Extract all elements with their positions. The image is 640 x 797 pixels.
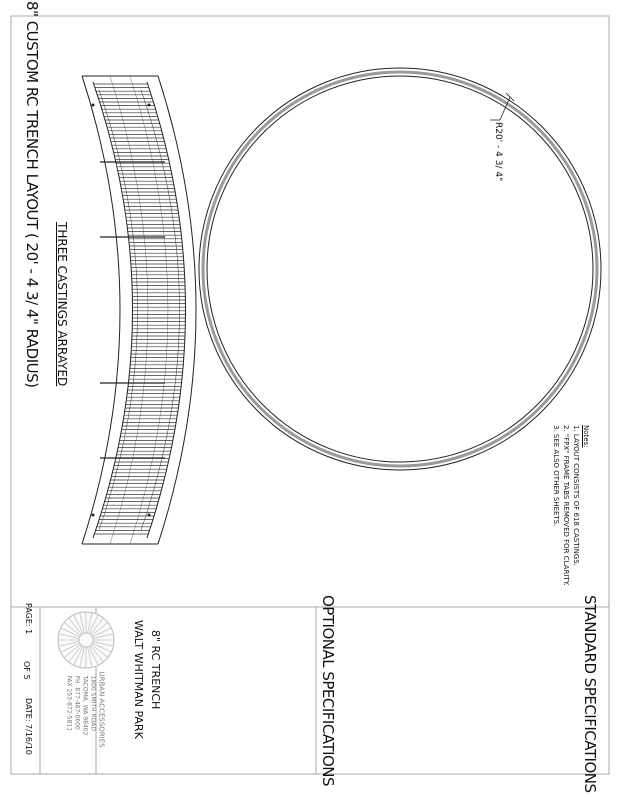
notes-heading: Notes:: [582, 425, 590, 448]
company-seal: [58, 612, 114, 668]
drawing-date: DATE: 7/16/10: [24, 698, 33, 755]
optional-specifications: OPTIONAL SPECIFICATIONS: [319, 595, 337, 787]
company-address-1: 1800 SMITH ROAD: [89, 675, 97, 732]
drawing-subtitle: THREE CASTINGS ARRAYED: [55, 222, 69, 387]
drawing-title: 8" CUSTOM RC TRENCH LAYOUT ( 20' - 4 3/ 4" RADIUS): [23, 1, 41, 388]
note-item-2: 2. "FPX" FRAME TABS REMOVED FOR CLARITY.: [562, 425, 570, 586]
note-item-1: 1. LAYOUT CONSISTS OF 618 CASTINGS.: [572, 425, 580, 566]
project-location: WALT WHITMAN PARK: [132, 620, 145, 739]
page-of: OF 5: [22, 661, 31, 680]
notes-block: [549, 425, 591, 586]
company-address-2: TACOMA, WA 98402: [81, 675, 89, 736]
note-item-3: 3. SEE ALSO OTHER SHEETS.: [552, 425, 560, 527]
company-fax: FAX 253-872-5811: [65, 675, 73, 732]
page-number: PAGE: 1: [24, 603, 33, 635]
company-name: URBAN ACCESSORIES: [97, 671, 106, 748]
radius-label: R20' - 4 3/ 4": [493, 122, 503, 182]
company-phone: PH. 877-487-0600: [73, 675, 81, 730]
standard-specifications: STANDARD SPECIFICATIONS: [581, 595, 599, 793]
trench-section: [82, 76, 200, 544]
trench-layout-circle: [199, 68, 601, 470]
project-name: 8" RC TRENCH: [149, 630, 162, 710]
